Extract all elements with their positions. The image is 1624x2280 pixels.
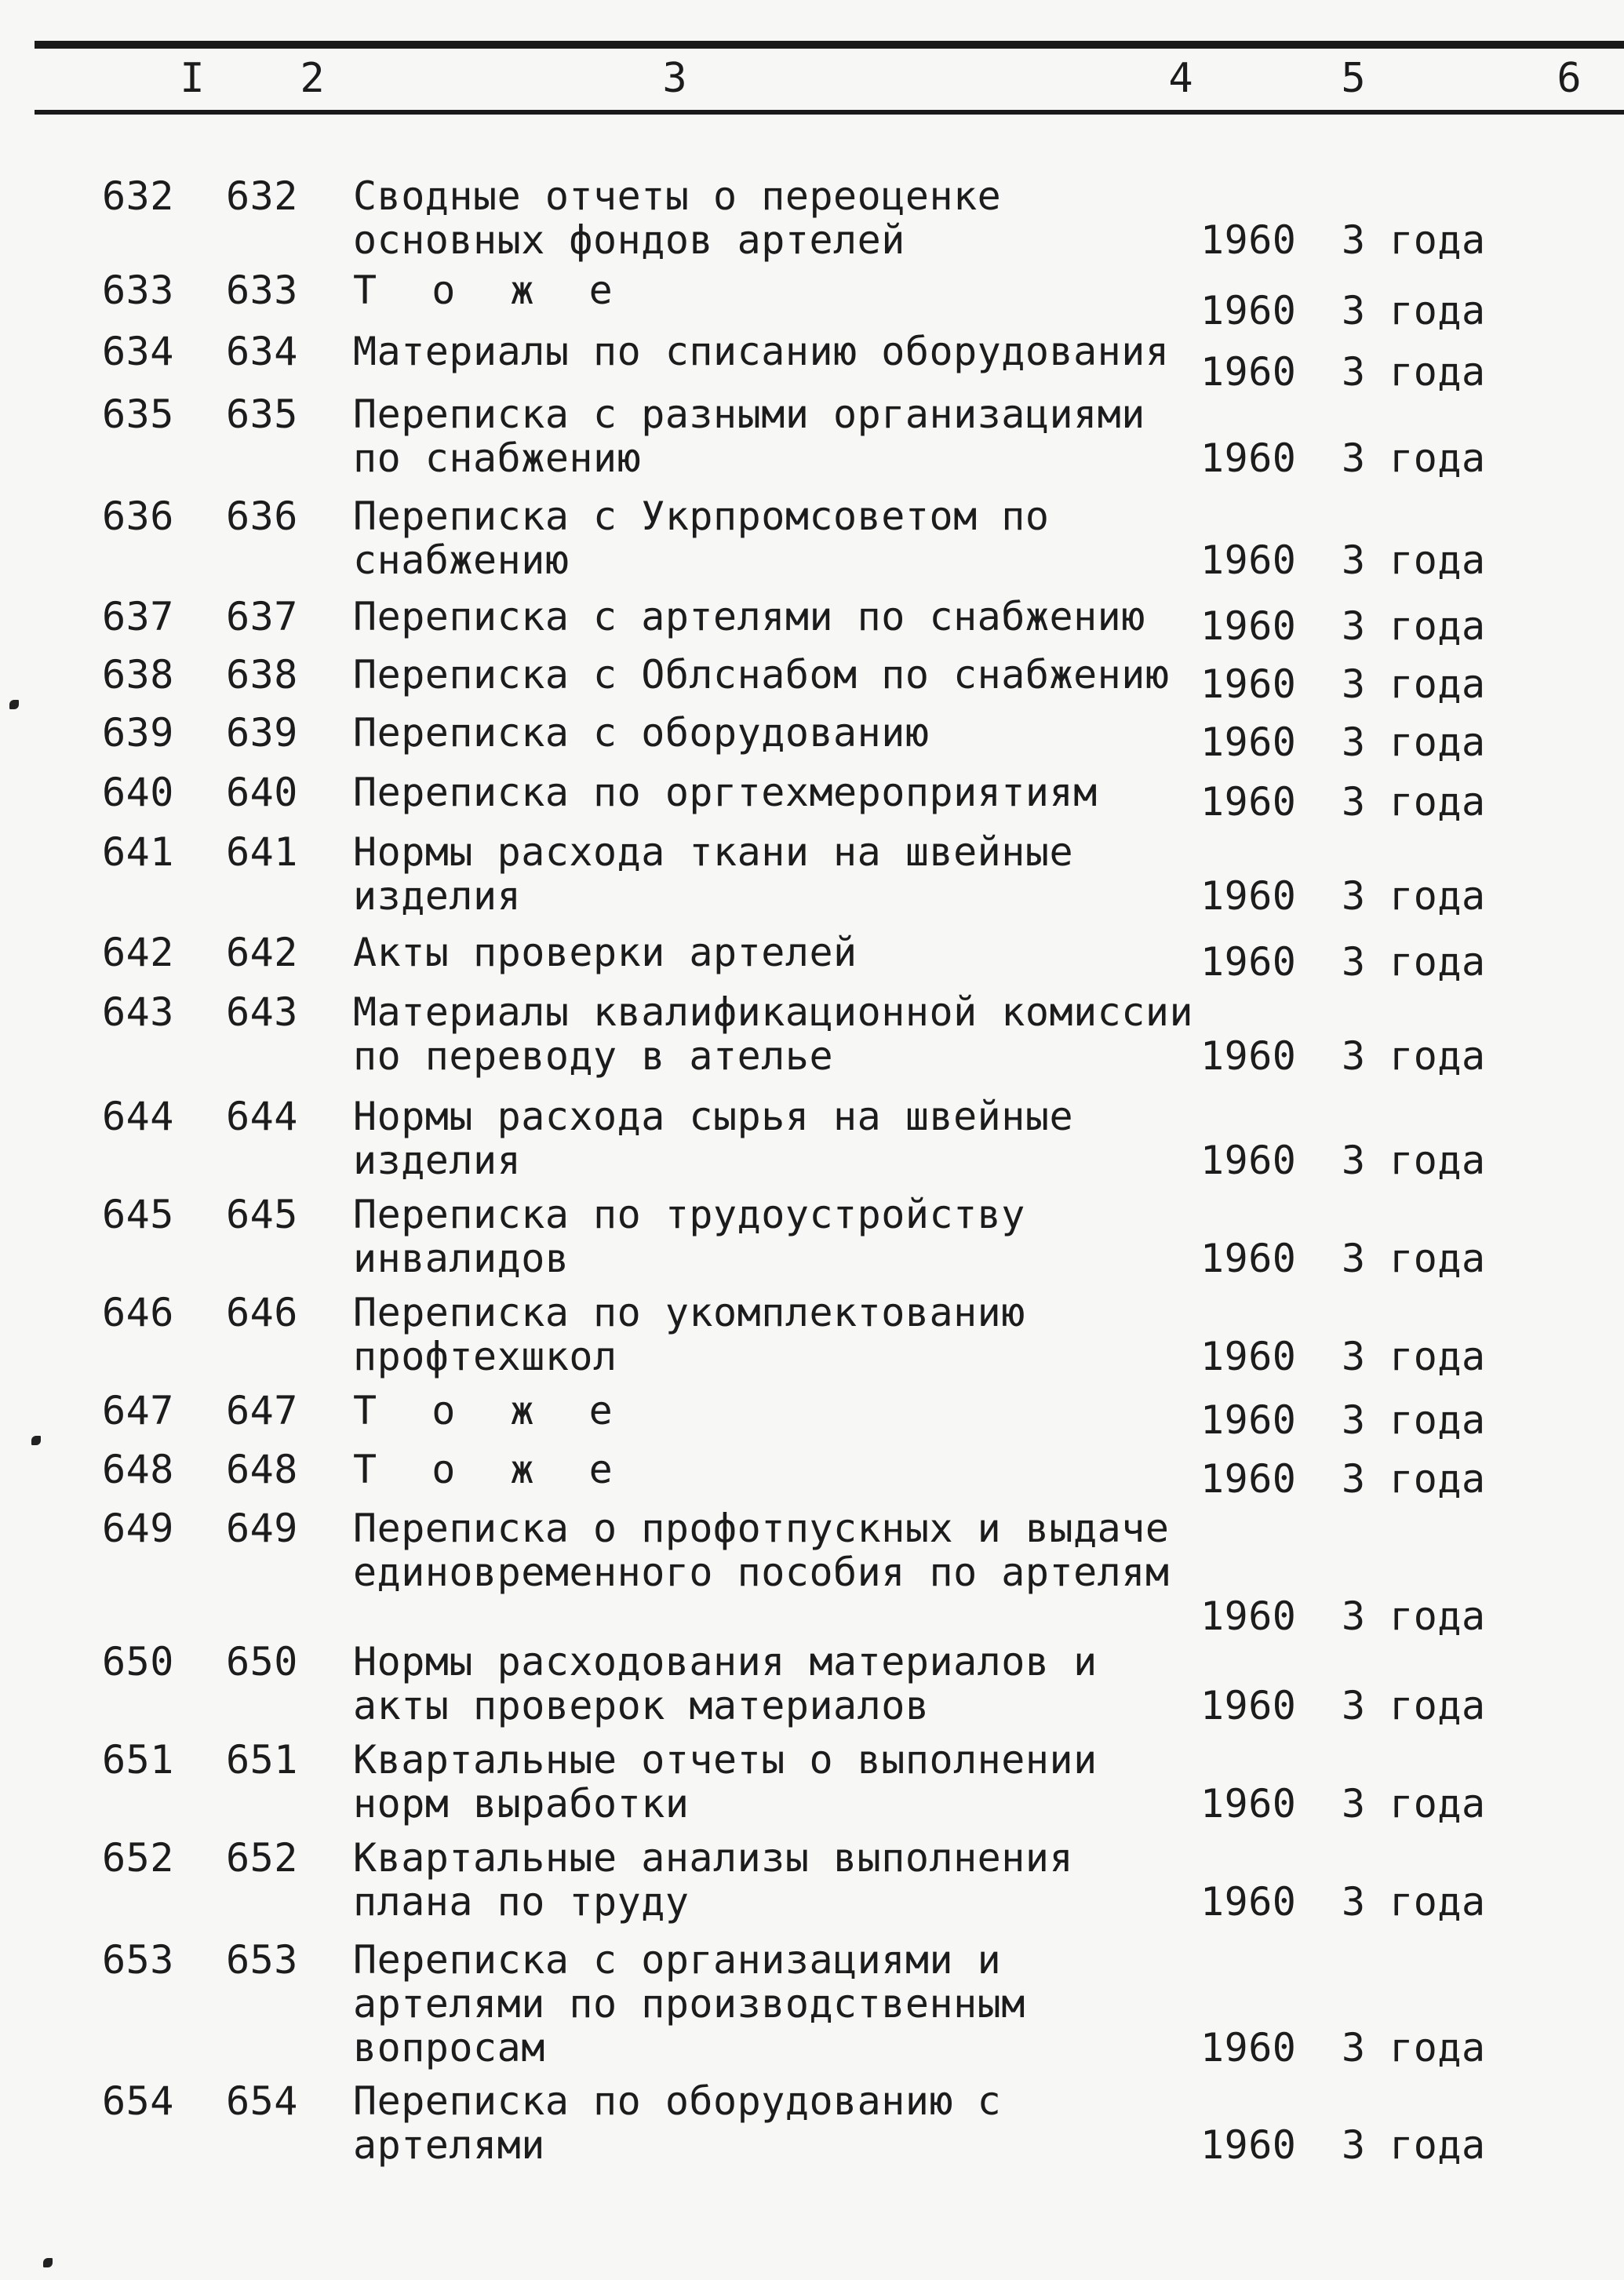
- case-title: Нормы расходования материалов и акты проверок материалов: [353, 1639, 1098, 1728]
- retention-term: 3 года: [1342, 1781, 1486, 1827]
- case-number: 647: [226, 1388, 298, 1433]
- header-top-rule: [35, 41, 1624, 49]
- file-number: 650: [102, 1639, 174, 1685]
- retention-term: 3 года: [1342, 779, 1486, 825]
- case-number: 633: [226, 268, 298, 313]
- case-title: Т о ж е: [353, 268, 628, 313]
- case-title: Переписка о профотпускных и выдаче единовременного пособия по артелям: [353, 1506, 1170, 1595]
- case-year: 1960: [1200, 603, 1297, 649]
- retention-term: 3 года: [1342, 603, 1486, 649]
- case-title: Нормы расхода ткани на швейные изделия: [353, 829, 1074, 919]
- retention-term: 3 года: [1342, 2025, 1486, 2071]
- file-number: 645: [102, 1192, 174, 1237]
- retention-term: 3 года: [1342, 719, 1486, 765]
- file-number: 634: [102, 329, 174, 374]
- case-title: Т о ж е: [353, 1388, 628, 1433]
- case-number: 650: [226, 1639, 298, 1685]
- file-number: 637: [102, 594, 174, 639]
- case-year: 1960: [1200, 1593, 1297, 1639]
- case-year: 1960: [1200, 719, 1297, 765]
- case-title: Материалы квалификационной комиссии по переводу в ателье: [353, 989, 1194, 1079]
- case-title: Переписка с разными организациями по снабжению: [353, 392, 1145, 481]
- case-title: Переписка с Укрпромсоветом по снабжению: [353, 494, 1050, 583]
- column-header-1: I: [180, 55, 205, 102]
- file-number: 636: [102, 494, 174, 539]
- case-year: 1960: [1200, 1138, 1297, 1183]
- case-title: Нормы расхода сырья на швейные изделия: [353, 1094, 1074, 1183]
- case-title: Переписка с оборудованию: [353, 710, 930, 756]
- header-bottom-rule: [35, 110, 1624, 115]
- retention-term: 3 года: [1342, 1334, 1486, 1379]
- case-title: Переписка по оргтехмероприятиям: [353, 770, 1098, 815]
- case-year: 1960: [1200, 2025, 1297, 2071]
- case-year: 1960: [1200, 1456, 1297, 1502]
- case-title: Квартальные анализы выполнения плана по труду: [353, 1835, 1074, 1925]
- case-title: Т о ж е: [353, 1447, 628, 1492]
- retention-term: 3 года: [1342, 1593, 1486, 1639]
- file-number: 642: [102, 930, 174, 975]
- case-number: 641: [226, 829, 298, 875]
- retention-term: 3 года: [1342, 537, 1486, 583]
- margin-mark: [43, 2258, 53, 2267]
- retention-term: 3 года: [1342, 1138, 1486, 1183]
- case-number: 640: [226, 770, 298, 815]
- case-number: 634: [226, 329, 298, 374]
- retention-term: 3 года: [1342, 1236, 1486, 1281]
- case-year: 1960: [1200, 288, 1297, 333]
- column-header-3: 3: [662, 55, 687, 102]
- file-number: 644: [102, 1094, 174, 1139]
- file-number: 639: [102, 710, 174, 756]
- column-header-4: 4: [1168, 55, 1193, 102]
- case-year: 1960: [1200, 349, 1297, 395]
- case-number: 632: [226, 173, 298, 219]
- case-number: 642: [226, 930, 298, 975]
- case-number: 651: [226, 1737, 298, 1783]
- file-number: 633: [102, 268, 174, 313]
- file-number: 653: [102, 1937, 174, 1983]
- case-year: 1960: [1200, 661, 1297, 707]
- case-number: 636: [226, 494, 298, 539]
- case-year: 1960: [1200, 537, 1297, 583]
- file-number: 652: [102, 1835, 174, 1881]
- retention-term: 3 года: [1342, 2122, 1486, 2168]
- case-title: Переписка по трудоустройству инвалидов: [353, 1192, 1025, 1281]
- case-year: 1960: [1200, 1781, 1297, 1827]
- case-number: 648: [226, 1447, 298, 1492]
- case-year: 1960: [1200, 2122, 1297, 2168]
- case-title: Переписка с артелями по снабжению: [353, 594, 1145, 639]
- case-number: 639: [226, 710, 298, 756]
- column-header-6: 6: [1557, 55, 1582, 102]
- retention-term: 3 года: [1342, 1456, 1486, 1502]
- margin-mark: [31, 1436, 41, 1445]
- file-number: 635: [102, 392, 174, 437]
- retention-term: 3 года: [1342, 349, 1486, 395]
- case-number: 649: [226, 1506, 298, 1551]
- retention-term: 3 года: [1342, 873, 1486, 919]
- case-number: 643: [226, 989, 298, 1035]
- case-title: Акты проверки артелей: [353, 930, 858, 975]
- case-number: 645: [226, 1192, 298, 1237]
- case-number: 637: [226, 594, 298, 639]
- retention-term: 3 года: [1342, 939, 1486, 985]
- retention-term: 3 года: [1342, 1033, 1486, 1079]
- case-year: 1960: [1200, 1334, 1297, 1379]
- file-number: 651: [102, 1737, 174, 1783]
- case-year: 1960: [1200, 1033, 1297, 1079]
- case-title: Материалы по списанию оборудования: [353, 329, 1170, 374]
- file-number: 641: [102, 829, 174, 875]
- file-number: 648: [102, 1447, 174, 1492]
- case-year: 1960: [1200, 1397, 1297, 1443]
- file-number: 640: [102, 770, 174, 815]
- case-number: 646: [226, 1290, 298, 1335]
- retention-term: 3 года: [1342, 661, 1486, 707]
- case-number: 638: [226, 652, 298, 697]
- file-number: 638: [102, 652, 174, 697]
- case-title: Переписка по укомплектованию профтехшкол: [353, 1290, 1025, 1379]
- file-number: 647: [102, 1388, 174, 1433]
- case-title: Переписка с организациями и артелями по производственным вопросам: [353, 1937, 1025, 2071]
- case-year: 1960: [1200, 1683, 1297, 1728]
- case-year: 1960: [1200, 1879, 1297, 1925]
- retention-term: 3 года: [1342, 1879, 1486, 1925]
- file-number: 649: [102, 1506, 174, 1551]
- file-number: 646: [102, 1290, 174, 1335]
- case-year: 1960: [1200, 873, 1297, 919]
- case-year: 1960: [1200, 1236, 1297, 1281]
- file-number: 654: [102, 2078, 174, 2124]
- case-year: 1960: [1200, 217, 1297, 263]
- case-number: 654: [226, 2078, 298, 2124]
- case-year: 1960: [1200, 939, 1297, 985]
- case-number: 644: [226, 1094, 298, 1139]
- case-year: 1960: [1200, 779, 1297, 825]
- retention-term: 3 года: [1342, 435, 1486, 481]
- case-number: 652: [226, 1835, 298, 1881]
- case-year: 1960: [1200, 435, 1297, 481]
- retention-term: 3 года: [1342, 217, 1486, 263]
- case-title: Сводные отчеты о переоценке основных фондов артелей: [353, 173, 1002, 263]
- case-number: 635: [226, 392, 298, 437]
- case-title: Переписка с Облснабом по снабжению: [353, 652, 1170, 697]
- column-header-5: 5: [1341, 55, 1366, 102]
- column-header-2: 2: [300, 55, 325, 102]
- file-number: 632: [102, 173, 174, 219]
- case-title: Переписка по оборудованию с артелями: [353, 2078, 1002, 2168]
- case-number: 653: [226, 1937, 298, 1983]
- retention-term: 3 года: [1342, 1683, 1486, 1728]
- case-title: Квартальные отчеты о выполнении норм выработки: [353, 1737, 1098, 1827]
- retention-term: 3 года: [1342, 288, 1486, 333]
- retention-term: 3 года: [1342, 1397, 1486, 1443]
- margin-mark: [9, 700, 19, 709]
- file-number: 643: [102, 989, 174, 1035]
